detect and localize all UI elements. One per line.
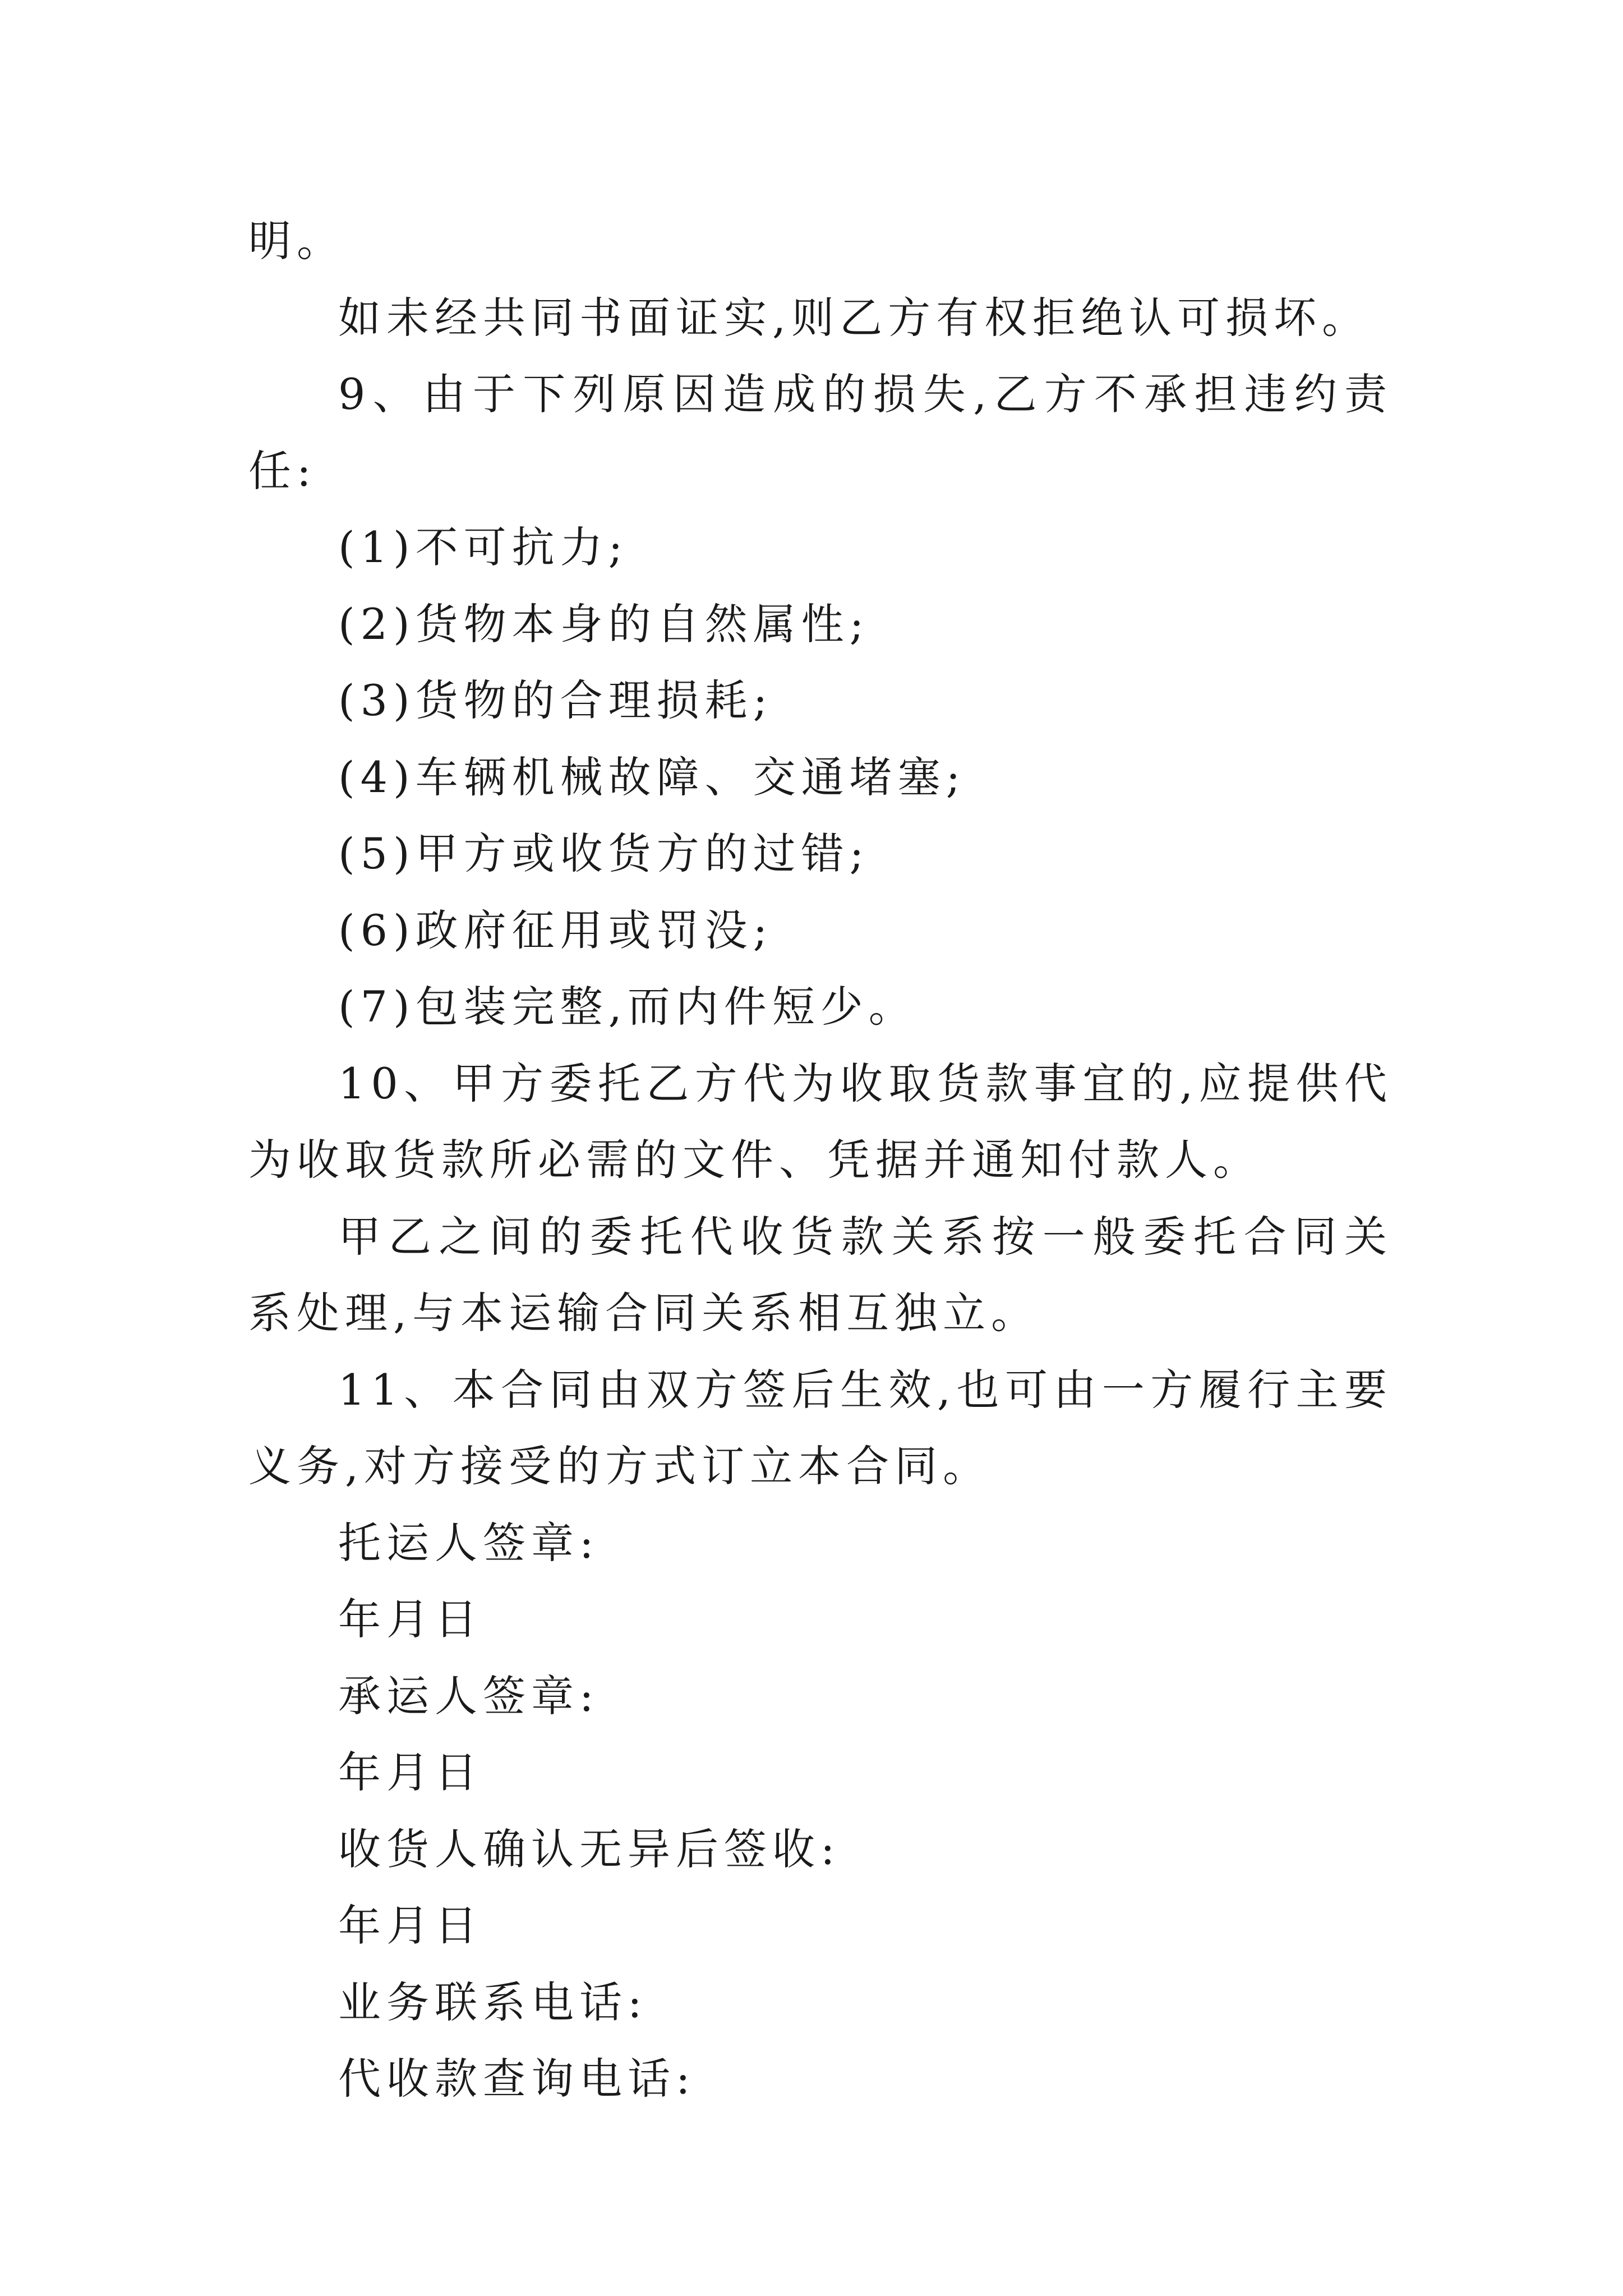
carrier-date-label: 年月日 bbox=[338, 1747, 483, 1797]
list-item-force-majeure: (1)不可抗力; bbox=[338, 522, 629, 572]
document-body bbox=[248, 203, 1393, 2118]
consignee-signature-label: 收货人确认无异后签收: bbox=[338, 1824, 841, 1874]
paragraph-clause-11: 11、本合同由双方签后生效,也可由一方履行主要义务,对方接受的方式订立本合同。 bbox=[248, 1364, 1393, 1491]
list-item-natural-property: (2)货物本身的自然属性; bbox=[338, 599, 870, 649]
consignee-date-label: 年月日 bbox=[338, 1901, 483, 1950]
paragraph-continuation: 明。 bbox=[248, 216, 345, 266]
list-item-reasonable-loss: (3)货物的合理损耗; bbox=[338, 675, 773, 725]
shipper-date-label: 年月日 bbox=[338, 1594, 483, 1644]
paragraph-damage-confirmation: 如未经共同书面证实,则乙方有权拒绝认可损坏。 bbox=[338, 292, 1371, 343]
collection-inquiry-phone-label: 代收款查询电话: bbox=[338, 2054, 696, 2104]
carrier-signature-label: 承运人签章: bbox=[338, 1671, 600, 1721]
list-item-packaging-intact: (7)包装完整,而内件短少。 bbox=[338, 982, 917, 1032]
list-item-vehicle-failure: (4)车辆机械故障、交通堵塞; bbox=[338, 752, 966, 802]
business-phone-label: 业务联系电话: bbox=[338, 1977, 648, 2027]
list-item-government-seizure: (6)政府征用或罚没; bbox=[338, 905, 773, 955]
paragraph-agency-relationship: 甲乙之间的委托代收货款关系按一般委托合同关系处理,与本运输合同关系相互独立。 bbox=[248, 1211, 1393, 1338]
paragraph-clause-9: 9、由于下列原因造成的损失,乙方不承担违约责任: bbox=[248, 369, 1393, 496]
shipper-signature-label: 托运人签章: bbox=[338, 1517, 600, 1568]
list-item-party-fault: (5)甲方或收货方的过错; bbox=[338, 829, 870, 878]
paragraph-clause-10: 10、甲方委托乙方代为收取货款事宜的,应提供代为收取货款所必需的文件、凭据并通知付款人。 bbox=[248, 1058, 1393, 1185]
